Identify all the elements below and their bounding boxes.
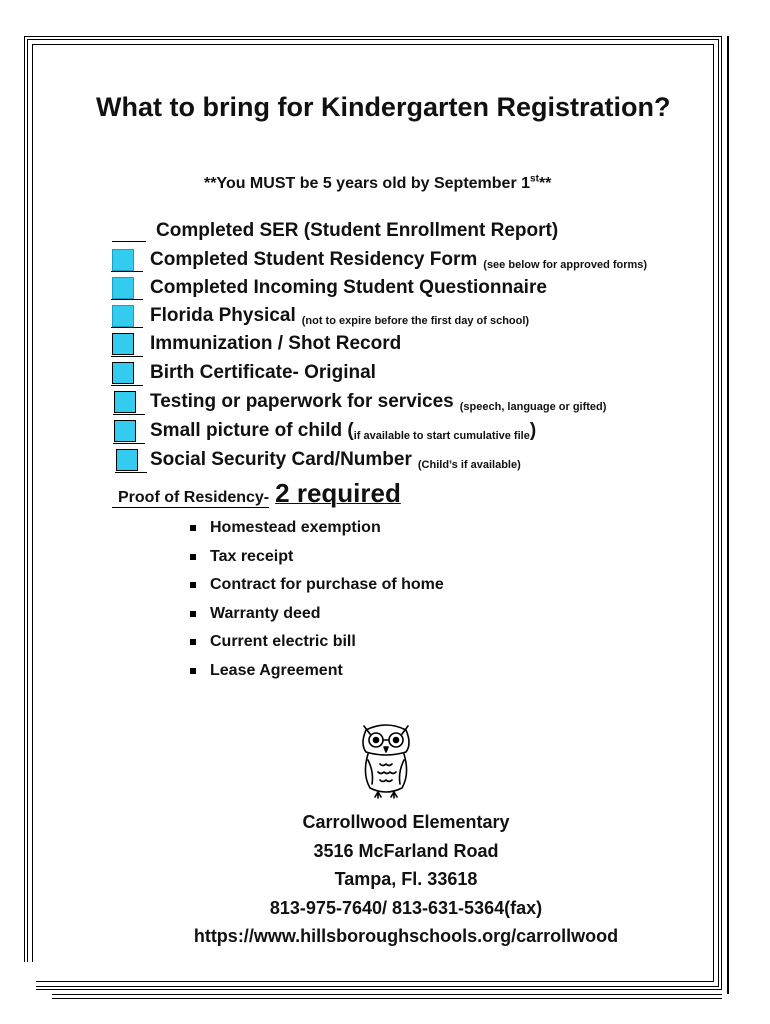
checkbox[interactable] bbox=[114, 391, 136, 413]
page-border-bottom bbox=[52, 994, 722, 999]
required-count: 2 required bbox=[275, 478, 401, 508]
bullet-icon bbox=[190, 668, 196, 674]
list-item: Contract for purchase of home bbox=[190, 571, 444, 600]
checklist-item[interactable]: Completed Student Residency Form (see below for approved forms) bbox=[112, 243, 647, 271]
checklist-item[interactable]: Birth Certificate- Original bbox=[112, 356, 376, 384]
checklist-item[interactable]: Florida Physical (not to expire before the first day of school) bbox=[112, 299, 529, 327]
school-phone: 813-975-7640/ 813-631-5364(fax) bbox=[269, 897, 543, 918]
checklist-item[interactable]: Social Security Card/Number (Child’s if available) bbox=[116, 443, 521, 471]
school-street: 3516 McFarland Road bbox=[313, 840, 499, 861]
bullet-icon bbox=[190, 554, 196, 560]
checkbox[interactable] bbox=[112, 277, 134, 299]
age-requirement: **You MUST be 5 years old by September 1st** bbox=[204, 173, 552, 192]
checklist-item[interactable]: Immunization / Shot Record bbox=[112, 327, 401, 355]
checklist-item[interactable]: Completed Incoming Student Questionnaire bbox=[112, 271, 547, 299]
bullet-icon bbox=[190, 582, 196, 588]
checkbox[interactable] bbox=[114, 420, 136, 442]
checkbox[interactable] bbox=[112, 305, 134, 327]
bullet-icon bbox=[190, 639, 196, 645]
list-item: Tax receipt bbox=[190, 543, 444, 572]
bullet-icon bbox=[190, 611, 196, 617]
owl-icon bbox=[354, 716, 418, 800]
checklist-item[interactable]: Completed SER (Student Enrollment Report) bbox=[118, 214, 558, 242]
list-item: Homestead exemption bbox=[190, 514, 444, 543]
school-website-link[interactable]: https://www.hillsboroughschools.org/carrollwood bbox=[193, 926, 619, 946]
school-city: Tampa, Fl. 33618 bbox=[334, 869, 478, 889]
checklist-item[interactable]: Testing or paperwork for services (speech, language or gifted) bbox=[114, 385, 606, 413]
bullet-icon bbox=[190, 525, 196, 531]
checkbox[interactable] bbox=[112, 220, 146, 242]
checkbox[interactable] bbox=[116, 449, 138, 471]
checkbox[interactable] bbox=[112, 249, 134, 271]
proof-of-residency: Proof of Residency- 2 required bbox=[112, 478, 401, 509]
checkbox[interactable] bbox=[112, 362, 134, 384]
page-border-right bbox=[727, 36, 729, 994]
list-item: Warranty deed bbox=[190, 600, 444, 629]
residency-proof-list bbox=[190, 514, 444, 685]
school-name: Carrollwood Elementary bbox=[302, 812, 510, 832]
school-contact bbox=[96, 808, 716, 951]
list-item: Current electric bill bbox=[190, 628, 444, 657]
checkbox[interactable] bbox=[112, 333, 134, 355]
checklist-item[interactable]: Small picture of child ( if available to start cumulative file ) bbox=[114, 414, 536, 442]
list-item: Lease Agreement bbox=[190, 657, 444, 686]
page-title: What to bring for Kindergarten Registration? bbox=[96, 92, 671, 122]
